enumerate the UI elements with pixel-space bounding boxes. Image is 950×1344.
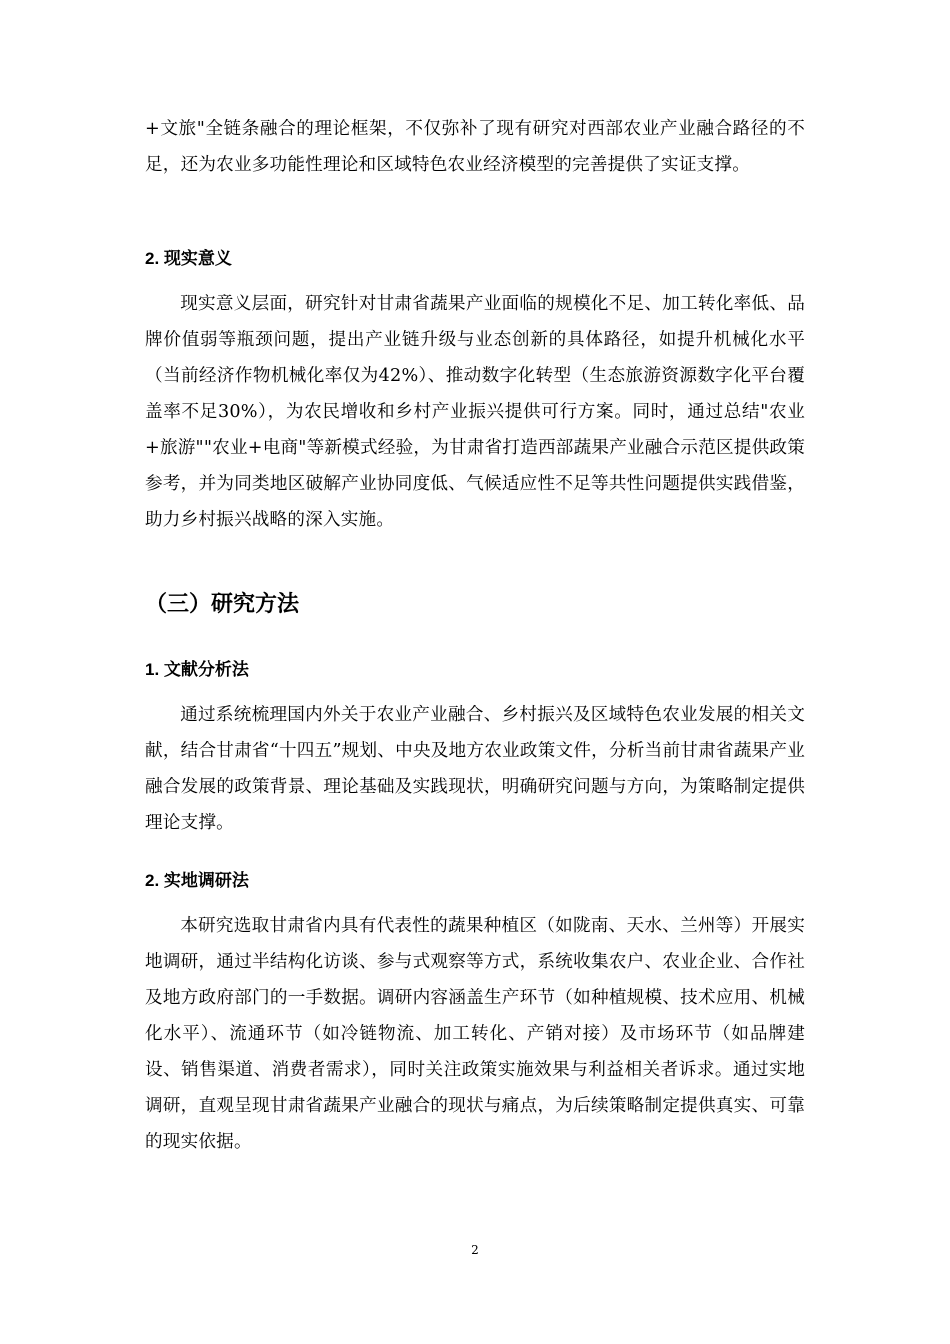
heading-field-research: 2. 实地调研法 [145,871,249,890]
heading-research-methods: （三）研究方法 [145,591,300,616]
heading-practical-significance: 2. 现实意义 [145,249,232,268]
paragraph-practical-significance: 现实意义层面，研究针对甘肃省蔬果产业面临的规模化不足、加工转化率低、品牌价值弱等瓶颈问题，提出产业链升级与业态创新的具体路径，如提升机械化水平（当前经济作物机械化率仅为42%）、推动数字化转型（生态旅游资源数字化平台覆盖率不足30%），为农民增收和乡村产业振兴提供可行方案。同时，通过总结"农业+旅游""农业+电商"等新模式经验，为甘肃省打造西部蔬果产业融合示范区提供政策参考，并为同类地区破解产业协同度低、气候适应性不足等共性问题提供实践借鉴，助力乡村振兴战略的深入实施。 [145,294,805,530]
page-number: 2 [471,1243,479,1257]
heading-literature-analysis: 1. 文献分析法 [145,660,249,679]
paragraph-literature-analysis: 通过系统梳理国内外关于农业产业融合、乡村振兴及区域特色农业发展的相关文献，结合甘肃省“十四五”规划、中央及地方农业政策文件，分析当前甘肃省蔬果产业融合发展的政策背景、理论基础及实践现状，明确研究问题与方向，为策略制定提供理论支撑。 [145,705,805,833]
paragraph-intro-continued: +文旅"全链条融合的理论框架，不仅弥补了现有研究对西部农业产业融合路径的不足，还为农业多功能性理论和区域特色农业经济模型的完善提供了实证支撑。 [145,119,805,175]
paragraph-field-research: 本研究选取甘肃省内具有代表性的蔬果种植区（如陇南、天水、兰州等）开展实地调研，通过半结构化访谈、参与式观察等方式，系统收集农户、农业企业、合作社及地方政府部门的一手数据。调研内容涵盖生产环节（如种植规模、技术应用、机械化水平）、流通环节（如冷链物流、加工转化、产销对接）及市场环节（如品牌建设、销售渠道、消费者需求），同时关注政策实施效果与利益相关者诉求。通过实地调研，直观呈现甘肃省蔬果产业融合的现状与痛点，为后续策略制定提供真实、可靠的现实依据。 [145,916,805,1152]
